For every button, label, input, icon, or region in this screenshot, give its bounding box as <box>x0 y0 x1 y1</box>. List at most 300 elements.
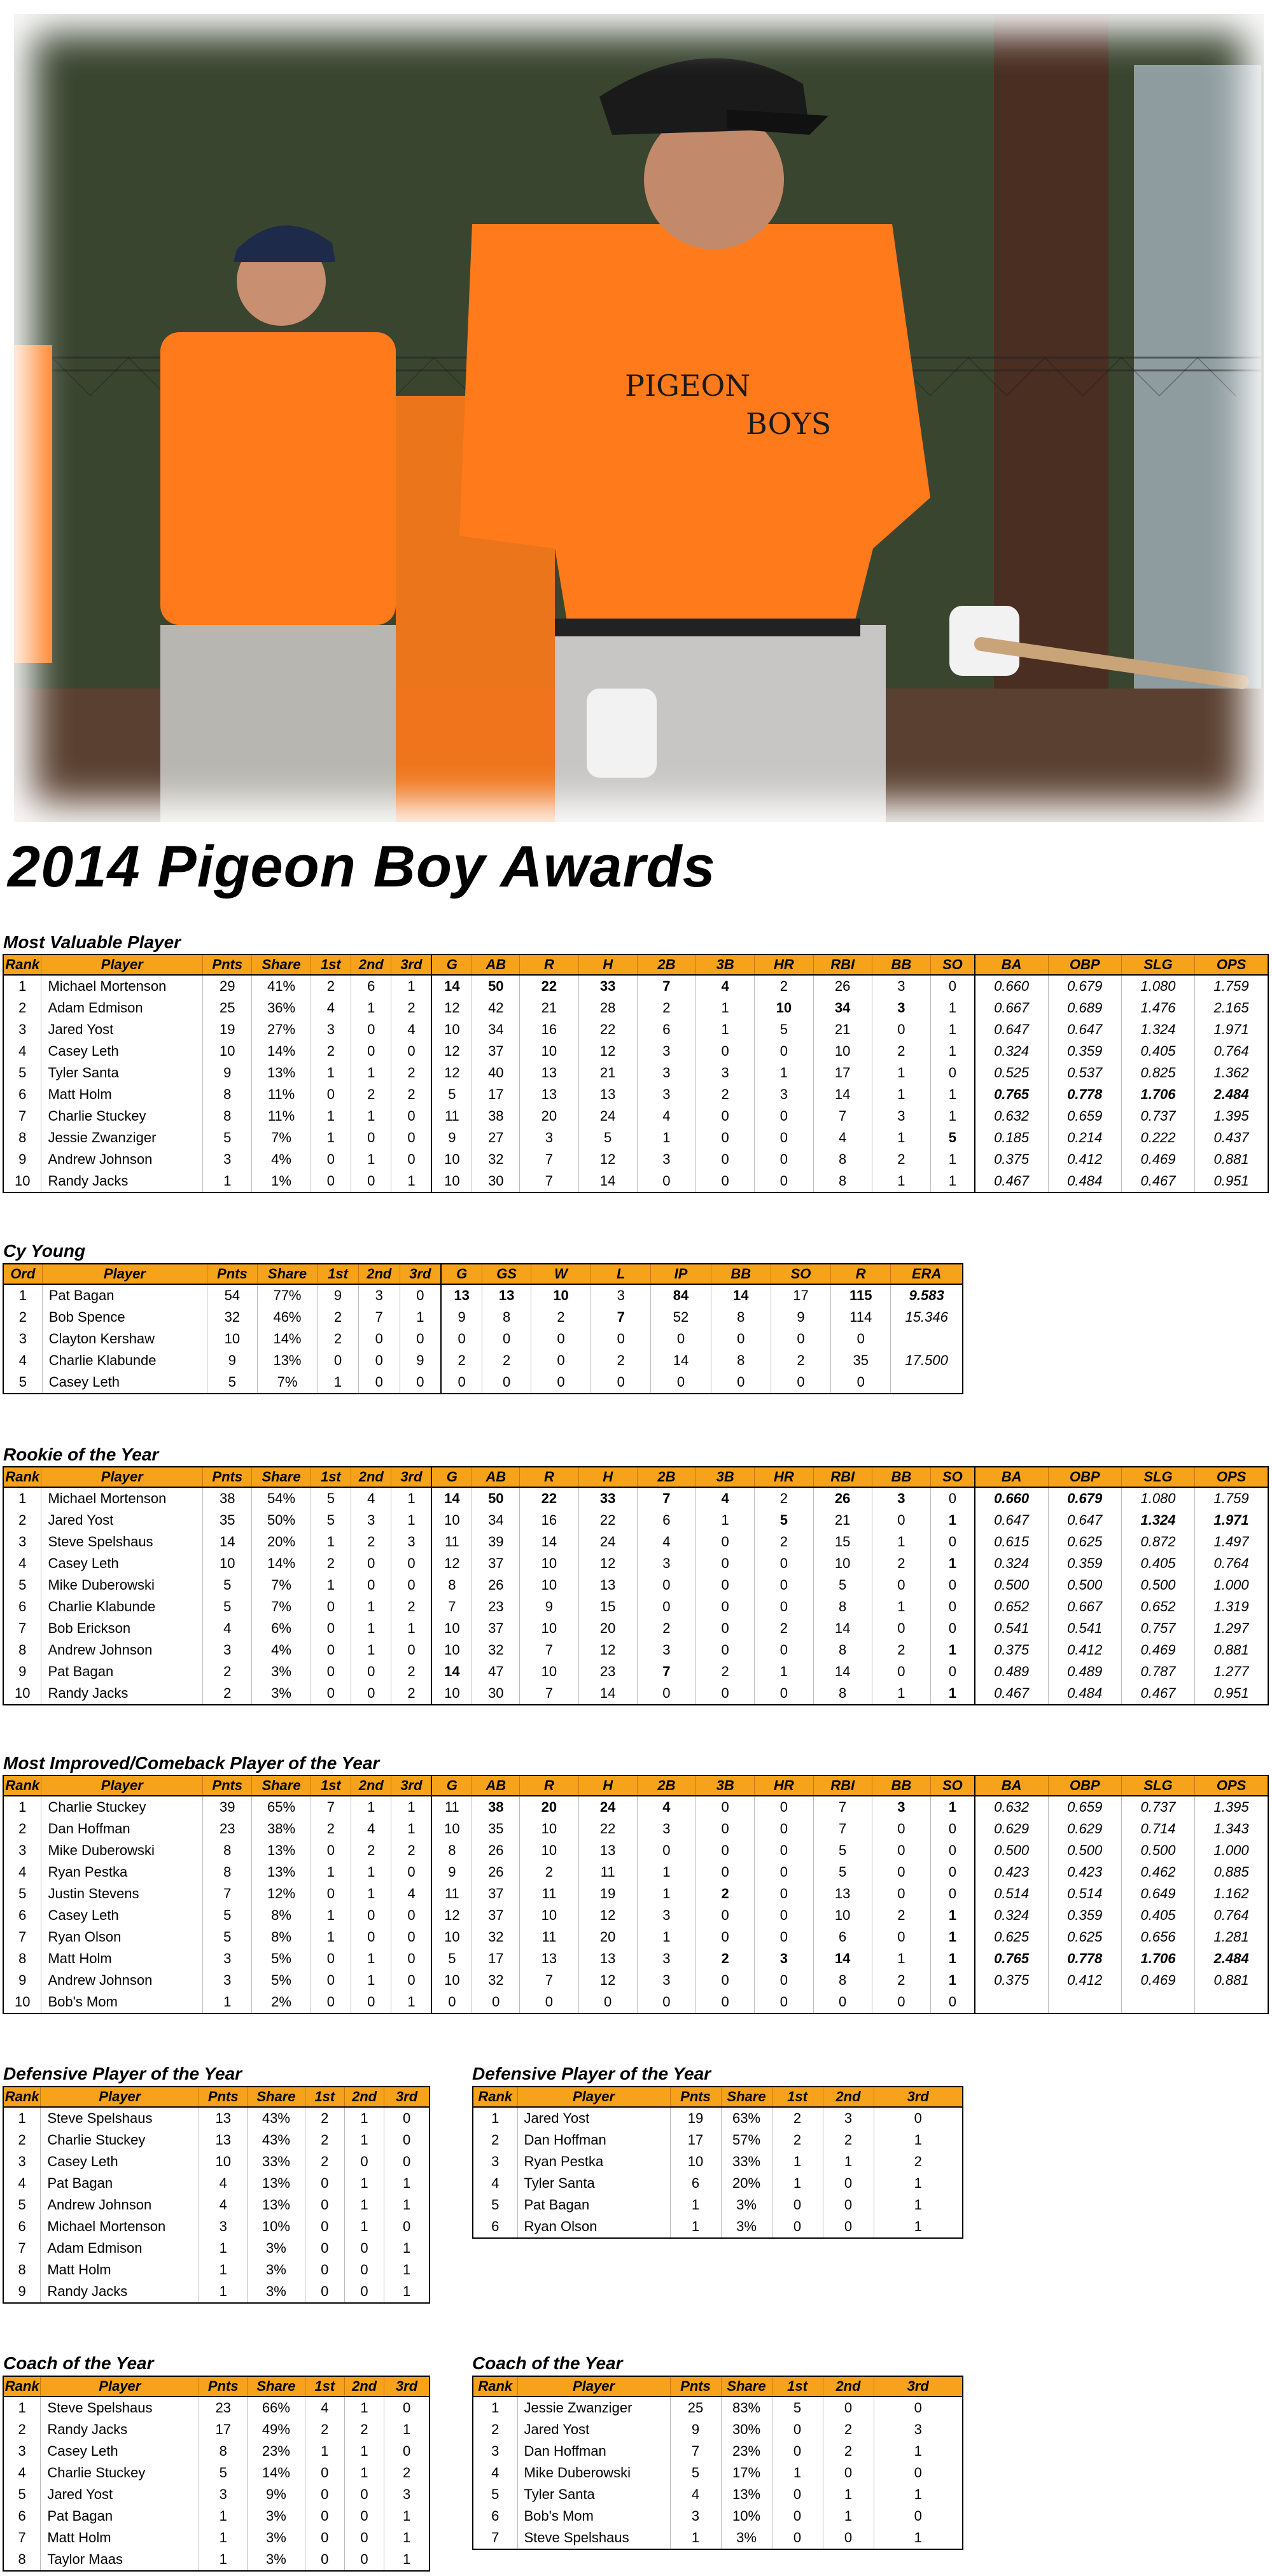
stat-cell: 0 <box>755 1127 813 1149</box>
stat-cell: 1 <box>391 975 431 997</box>
stat-cell: 16 <box>520 1019 578 1040</box>
column-header: Player <box>517 2376 670 2397</box>
stat-cell: 10 <box>755 997 813 1019</box>
table-row <box>3 2549 430 2571</box>
stat-cell: 3 <box>637 1040 695 1062</box>
stat-cell: 1 <box>874 2527 963 2549</box>
stat-cell: 0 <box>344 2151 384 2173</box>
column-header: HR <box>755 1467 813 1487</box>
stat-cell: 3 <box>391 1531 431 1553</box>
stat-cell: 1 <box>874 2173 963 2194</box>
stat-cell: 1 <box>351 1105 391 1127</box>
stat-cell: 0 <box>344 2549 384 2571</box>
dpoy-b-table <box>472 2086 963 2239</box>
stat-cell: 23 <box>472 1596 520 1618</box>
stat-cell: 0 <box>772 2194 823 2216</box>
player-name-cell: Charlie Klabunde <box>42 1350 207 1371</box>
stat-cell: 1 <box>696 1509 755 1531</box>
stat-cell: 4 <box>391 1883 431 1905</box>
player-name-cell: Andrew Johnson <box>41 2194 199 2216</box>
stat-cell: 1 <box>384 2259 430 2281</box>
stat-cell: 0 <box>305 2462 344 2484</box>
stat-cell: 0 <box>771 1328 830 1350</box>
stat-cell: 2 <box>344 2419 384 2440</box>
stat-cell: 14 <box>431 975 472 997</box>
stat-cell: 2 <box>318 1306 359 1328</box>
stat-cell: 6 <box>637 1509 695 1531</box>
stat-cell: 0 <box>696 1970 755 1991</box>
column-header: 3rd <box>874 2376 963 2397</box>
stat-cell: 1 <box>872 1683 930 1705</box>
stat-cell: 10% <box>721 2505 772 2527</box>
column-header: Player <box>41 1775 203 1796</box>
stat-cell: 2 <box>305 2151 344 2173</box>
stat-cell: 14 <box>431 1661 472 1683</box>
stat-cell: 1 <box>199 2237 248 2259</box>
column-header: BB <box>711 1264 771 1284</box>
stat-cell: 3 <box>203 1639 252 1661</box>
stat-cell: 7 <box>3 1105 41 1127</box>
stat-cell: 0 <box>358 1350 400 1371</box>
stat-cell: 2.484 <box>1195 1084 1268 1105</box>
stat-cell: 1.395 <box>1195 1105 1268 1127</box>
stat-cell: 6 <box>670 2173 721 2194</box>
stat-cell <box>1048 1991 1121 2013</box>
stat-cell: 2 <box>3 2129 41 2151</box>
column-header: 3rd <box>391 1467 431 1487</box>
stat-cell: 2 <box>3 1818 41 1840</box>
stat-cell: 7 <box>813 1818 872 1840</box>
stat-cell: 1 <box>384 2505 430 2527</box>
stat-cell: 0 <box>391 1040 431 1062</box>
column-header: SO <box>931 1775 975 1796</box>
stat-cell: 0.625 <box>1048 1926 1121 1948</box>
stat-cell: 10 <box>203 1040 252 1062</box>
stat-cell: 1 <box>311 1105 351 1127</box>
stat-cell: 22 <box>520 1487 578 1509</box>
stat-cell: 13 <box>199 2129 248 2151</box>
stat-cell: 22 <box>578 1019 637 1040</box>
stat-cell: 9 <box>203 1062 252 1084</box>
stat-cell: 3 <box>637 1553 695 1574</box>
stat-cell: 1 <box>384 2527 430 2549</box>
stat-cell: 38% <box>252 1818 311 1840</box>
stat-cell: 0 <box>872 1991 930 2013</box>
player-name-cell: Clayton Kershaw <box>42 1328 207 1350</box>
table-row <box>3 2505 430 2527</box>
stat-cell: 24 <box>578 1531 637 1553</box>
stat-cell: 0.660 <box>975 1487 1048 1509</box>
player-name-cell: Tyler Santa <box>41 1062 203 1084</box>
stat-cell: 2 <box>696 1661 755 1683</box>
stat-cell: 8 <box>199 2440 248 2462</box>
stat-cell: 0 <box>874 2107 963 2129</box>
stat-cell: 14 <box>813 1661 872 1683</box>
player-name-cell: Ryan Olson <box>517 2216 670 2238</box>
stat-cell: 34 <box>472 1019 520 1040</box>
stat-cell: 3 <box>473 2151 517 2173</box>
stat-cell: 3% <box>252 1661 311 1683</box>
stat-cell: 9 <box>3 1661 41 1683</box>
stat-cell: 26 <box>472 1861 520 1883</box>
stat-cell: 3 <box>670 2505 721 2527</box>
stat-cell: 7 <box>358 1306 400 1328</box>
stat-cell: 8 <box>813 1970 872 1991</box>
stat-cell: 0 <box>637 1991 695 2013</box>
stat-cell: 32 <box>472 1926 520 1948</box>
stat-cell: 1 <box>872 1127 930 1149</box>
stat-cell: 1 <box>384 2281 430 2303</box>
stat-cell: 13% <box>252 1840 311 1861</box>
stat-cell: 4 <box>199 2173 248 2194</box>
stat-cell: 0.881 <box>1195 1639 1268 1661</box>
stat-cell: 10 <box>520 1553 578 1574</box>
table-row <box>3 2397 430 2419</box>
stat-cell: 2 <box>311 1818 351 1840</box>
stat-cell: 0.469 <box>1121 1639 1194 1661</box>
column-header: Pnts <box>203 1775 252 1796</box>
stat-cell: 7% <box>252 1596 311 1618</box>
stat-cell: 14 <box>431 1487 472 1509</box>
stat-cell: 1 <box>203 1991 252 2013</box>
column-header: Player <box>41 1467 203 1487</box>
stat-cell: 34 <box>472 1509 520 1531</box>
stat-cell: 0 <box>311 1639 351 1661</box>
roy-table <box>3 1466 1269 1705</box>
column-header: BB <box>872 1775 930 1796</box>
stat-cell: 21 <box>520 997 578 1019</box>
stat-cell: 1 <box>351 1948 391 1970</box>
stat-cell: 23% <box>721 2440 772 2462</box>
stat-cell: 4 <box>637 1105 695 1127</box>
column-header: SLG <box>1121 1467 1194 1487</box>
stat-cell: 0 <box>441 1328 482 1350</box>
stat-cell: 0 <box>318 1350 359 1371</box>
stat-cell: 1.706 <box>1121 1948 1194 1970</box>
player-name-cell: Michael Mortenson <box>41 975 203 997</box>
stat-cell: 9 <box>3 1970 41 1991</box>
stat-cell: 12 <box>431 997 472 1019</box>
column-header: Share <box>721 2376 772 2397</box>
stat-cell: 1% <box>252 1170 311 1193</box>
stat-cell: 1 <box>772 2173 823 2194</box>
column-header: G <box>441 1264 482 1284</box>
stat-cell: 3 <box>872 997 930 1019</box>
stat-cell: 2 <box>755 975 813 997</box>
stat-cell: 5 <box>3 2484 41 2505</box>
stat-cell: 0 <box>305 2549 344 2571</box>
stat-cell: 1 <box>344 2216 384 2237</box>
table-row <box>3 1062 1268 1084</box>
table-row <box>473 2484 963 2505</box>
stat-cell: 0.881 <box>1195 1970 1268 1991</box>
stat-cell: 0.647 <box>975 1509 1048 1531</box>
stat-cell: 2 <box>3 2419 41 2440</box>
stat-cell: 10 <box>813 1040 872 1062</box>
stat-cell: 37 <box>472 1618 520 1639</box>
stat-cell: 4 <box>3 1861 41 1883</box>
table-row <box>3 1596 1268 1618</box>
stat-cell: 0.541 <box>1048 1618 1121 1639</box>
stat-cell: 0 <box>696 1531 755 1553</box>
dpoy-a-table <box>3 2086 430 2304</box>
table-row <box>3 1883 1268 1905</box>
column-header: 1st <box>318 1264 359 1284</box>
stat-cell: 1 <box>3 1796 41 1818</box>
table-row <box>3 1509 1268 1531</box>
stat-cell: 1 <box>311 1926 351 1948</box>
stat-cell: 13 <box>813 1883 872 1905</box>
stat-cell: 114 <box>831 1306 891 1328</box>
column-header: SO <box>931 955 975 975</box>
stat-cell: 0 <box>358 1328 400 1350</box>
table-row <box>3 1818 1268 1840</box>
stat-cell: 24 <box>578 1105 637 1127</box>
stat-cell: 1 <box>3 1284 42 1306</box>
stat-cell: 0.660 <box>975 975 1048 997</box>
stat-cell: 10 <box>431 1509 472 1531</box>
stat-cell: 2 <box>531 1306 591 1328</box>
stat-cell: 30 <box>472 1683 520 1705</box>
stat-cell: 7 <box>3 1618 41 1639</box>
stat-cell: 39 <box>472 1531 520 1553</box>
stat-cell: 1 <box>823 2484 874 2505</box>
stat-cell: 5 <box>431 1084 472 1105</box>
stat-cell: 17 <box>670 2129 721 2151</box>
stat-cell: 0.625 <box>1048 1531 1121 1553</box>
stat-cell: 0 <box>531 1350 591 1371</box>
column-header: 2nd <box>351 1775 391 1796</box>
stat-cell: 13% <box>252 1062 311 1084</box>
column-header: Rank <box>3 2376 41 2397</box>
stat-cell: 0.652 <box>1121 1596 1194 1618</box>
column-header: 3B <box>696 955 755 975</box>
column-header: Share <box>248 2376 305 2397</box>
stat-cell: 0 <box>391 1149 431 1170</box>
stat-cell: 0 <box>305 2237 344 2259</box>
stat-cell: 2 <box>872 1639 930 1661</box>
stat-cell: 0 <box>872 1818 930 1840</box>
table-row <box>3 2527 430 2549</box>
stat-cell: 1 <box>874 2216 963 2238</box>
stat-cell: 0 <box>755 1883 813 1905</box>
column-header: 1st <box>305 2376 344 2397</box>
stat-cell: 11 <box>431 1105 472 1127</box>
stat-cell: 21 <box>813 1509 872 1531</box>
table-row <box>3 1149 1268 1170</box>
player-name-cell: Matt Holm <box>41 2259 199 2281</box>
player-name-cell: Andrew Johnson <box>41 1639 203 1661</box>
stat-cell: 0 <box>391 1926 431 1948</box>
stat-cell: 2 <box>872 1905 930 1926</box>
stat-cell: 3 <box>755 1948 813 1970</box>
stat-cell: 2 <box>391 1840 431 1861</box>
stat-cell: 7 <box>520 1170 578 1193</box>
stat-cell: 0 <box>755 1170 813 1193</box>
stat-cell: 3 <box>3 1840 41 1861</box>
stat-cell: 2 <box>318 1328 359 1350</box>
table-row <box>3 975 1268 997</box>
stat-cell: 11% <box>252 1084 311 1105</box>
stat-cell: 0.222 <box>1121 1127 1194 1149</box>
column-header: OBP <box>1048 1775 1121 1796</box>
stat-cell: 0.484 <box>1048 1683 1121 1705</box>
stat-cell: 0 <box>696 1926 755 1948</box>
table-row <box>3 1948 1268 1970</box>
stat-cell: 0 <box>823 2397 874 2419</box>
stat-cell: 1 <box>391 1487 431 1509</box>
stat-cell: 0 <box>696 1127 755 1149</box>
stat-cell: 0 <box>351 1661 391 1683</box>
player-name-cell: Tyler Santa <box>517 2484 670 2505</box>
stat-cell: 3 <box>637 1062 695 1084</box>
stat-cell: 0 <box>637 1574 695 1596</box>
header-row <box>3 2087 430 2107</box>
stat-cell: 17 <box>813 1062 872 1084</box>
stat-cell: 0 <box>874 2462 963 2484</box>
stat-cell: 0 <box>696 1991 755 2013</box>
player-name-cell: Casey Leth <box>41 1040 203 1062</box>
column-header: 1st <box>772 2376 823 2397</box>
stat-cell: 54 <box>207 1284 257 1306</box>
stat-cell: 0.764 <box>1195 1553 1268 1574</box>
stat-cell: 54% <box>252 1487 311 1509</box>
stat-cell: 7 <box>520 1970 578 1991</box>
stat-cell: 5 <box>813 1861 872 1883</box>
player-name-cell: Casey Leth <box>41 2440 199 2462</box>
table-row <box>3 2484 430 2505</box>
stat-cell: 4 <box>391 1019 431 1040</box>
stat-cell: 1 <box>670 2194 721 2216</box>
stat-cell: 0.324 <box>975 1905 1048 1926</box>
stat-cell: 7 <box>3 2237 41 2259</box>
stat-cell: 0 <box>931 1861 975 1883</box>
stat-cell: 0 <box>755 1796 813 1818</box>
stat-cell: 0 <box>531 1328 591 1350</box>
column-header: Pnts <box>670 2376 721 2397</box>
table-row <box>3 1371 963 1394</box>
stat-cell: 1 <box>384 2549 430 2571</box>
stat-cell: 6 <box>3 1596 41 1618</box>
stat-cell: 2 <box>696 1948 755 1970</box>
stat-cell: 0 <box>772 2419 823 2440</box>
stat-cell: 7% <box>252 1127 311 1149</box>
stat-cell: 0.405 <box>1121 1905 1194 1926</box>
stat-cell: 13% <box>248 2194 305 2216</box>
stat-cell: 0 <box>772 2527 823 2549</box>
player-name-cell: Mike Duberowski <box>41 1840 203 1861</box>
stat-cell: 12 <box>431 1040 472 1062</box>
stat-cell: 0 <box>637 1683 695 1705</box>
stat-cell: 0 <box>344 2484 384 2505</box>
stat-cell: 0 <box>482 1371 531 1394</box>
stat-cell: 7% <box>257 1371 317 1394</box>
stat-cell: 12 <box>578 1905 637 1926</box>
stat-cell: 2 <box>637 997 695 1019</box>
table-row <box>473 2173 963 2194</box>
column-header: R <box>831 1264 891 1284</box>
stat-cell: 7 <box>3 2527 41 2549</box>
stat-cell: 3 <box>637 1639 695 1661</box>
table-row <box>3 2151 430 2173</box>
column-header: 3rd <box>400 1264 441 1284</box>
stat-cell: 0 <box>344 2237 384 2259</box>
team-photo <box>14 14 1264 822</box>
player-name-cell: Ryan Olson <box>41 1926 203 1948</box>
stat-cell: 3 <box>199 2484 248 2505</box>
stat-cell: 4% <box>252 1149 311 1170</box>
table-row <box>3 1084 1268 1105</box>
stat-cell <box>975 1991 1048 2013</box>
stat-cell: 1 <box>755 1062 813 1084</box>
player-name-cell: Randy Jacks <box>41 1170 203 1193</box>
stat-cell: 3 <box>3 1019 41 1040</box>
table-row <box>3 2129 430 2151</box>
stat-cell: 0.764 <box>1195 1905 1268 1926</box>
stat-cell: 0 <box>305 2216 344 2237</box>
stat-cell: 77% <box>257 1284 317 1306</box>
stat-cell: 0.625 <box>975 1926 1048 1948</box>
stat-cell: 12 <box>578 1553 637 1574</box>
stat-cell: 0.500 <box>1048 1574 1121 1596</box>
stat-cell: 2 <box>473 2419 517 2440</box>
stat-cell: 37 <box>472 1553 520 1574</box>
column-header: H <box>578 955 637 975</box>
column-header: 1st <box>311 1467 351 1487</box>
stat-cell: 0 <box>637 1596 695 1618</box>
stat-cell: 10 <box>431 1170 472 1193</box>
stat-cell: 38 <box>472 1105 520 1127</box>
stat-cell: 0.467 <box>1121 1170 1194 1193</box>
stat-cell: 8 <box>482 1306 531 1328</box>
stat-cell: 0.469 <box>1121 1970 1194 1991</box>
stat-cell: 5 <box>772 2397 823 2419</box>
stat-cell: 37 <box>472 1883 520 1905</box>
stat-cell: 19 <box>203 1019 252 1040</box>
stat-cell: 0 <box>711 1328 771 1350</box>
stat-cell: 1 <box>344 2129 384 2151</box>
stat-cell: 6 <box>3 2505 41 2527</box>
stat-cell: 1 <box>391 1796 431 1818</box>
stat-cell: 2 <box>391 997 431 1019</box>
stat-cell: 0 <box>872 1574 930 1596</box>
stat-cell: 10 <box>520 1040 578 1062</box>
stat-cell: 0.500 <box>1121 1574 1194 1596</box>
stat-cell: 6 <box>3 2216 41 2237</box>
stat-cell: 0 <box>311 1149 351 1170</box>
stat-cell: 0 <box>772 2440 823 2462</box>
stat-cell: 3% <box>248 2505 305 2527</box>
column-header: Pnts <box>199 2087 248 2107</box>
stat-cell: 3 <box>520 1127 578 1149</box>
column-header: G <box>431 955 472 975</box>
stat-cell: 1 <box>874 2129 963 2151</box>
stat-cell: 0.825 <box>1121 1062 1194 1084</box>
stat-cell: 32 <box>472 1639 520 1661</box>
stat-cell: 0.667 <box>975 997 1048 1019</box>
column-header: Player <box>42 1264 207 1284</box>
stat-cell: 6% <box>252 1618 311 1639</box>
player-name-cell: Casey Leth <box>41 2151 199 2173</box>
stat-cell: 0 <box>755 1840 813 1861</box>
stat-cell: 1 <box>391 1170 431 1193</box>
stat-cell: 10 <box>520 1618 578 1639</box>
stat-cell: 83% <box>721 2397 772 2419</box>
stat-cell: 43% <box>248 2129 305 2151</box>
stat-cell: 2 <box>755 1618 813 1639</box>
stat-cell: 8 <box>813 1639 872 1661</box>
stat-cell: 1 <box>696 1019 755 1040</box>
